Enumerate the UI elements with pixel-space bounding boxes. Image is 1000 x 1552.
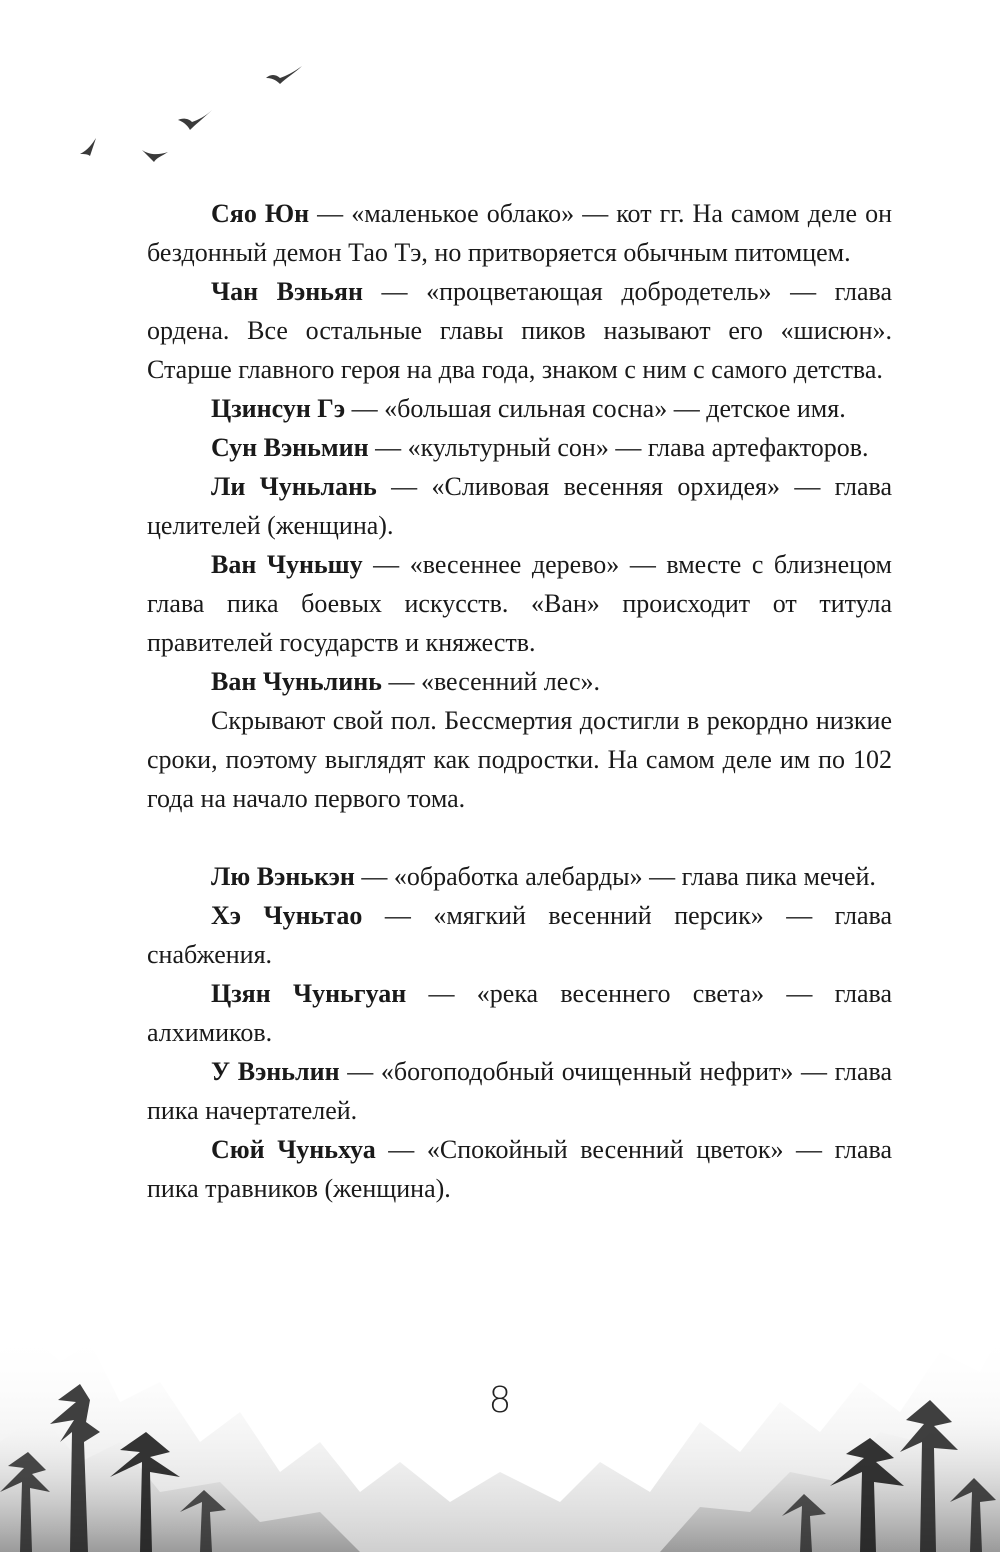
character-name: Ван Чуньлинь [211, 667, 382, 696]
character-description: — «Сливовая весенняя орхидея» — глава целителей (женщина). [147, 472, 892, 540]
character-description: Скрывают свой пол. Бессмертия достигли в рекордно низкие сроки, поэтому выглядят как подростки. На самом деле им по 102 года на начало первого тома. [147, 706, 892, 813]
character-description: — «маленькое облако» — кот гг. На самом деле он бездонный демон Тао Тэ, но притворяется обычным питомцем. [147, 199, 892, 267]
character-description: — «река весеннего света» — глава алхимиков. [147, 979, 892, 1047]
mountain-scenery-illustration [0, 1292, 1000, 1552]
character-entry [147, 1130, 892, 1208]
character-entry [147, 467, 892, 545]
bird-icon [80, 138, 96, 156]
character-name: У Вэньлин [211, 1057, 340, 1086]
character-name: Сюй Чуньхуа [211, 1135, 376, 1164]
character-description: — «большая сильная сосна» — детское имя. [345, 394, 846, 423]
bird-icon [142, 150, 168, 162]
character-description: — «культурный сон» — глава артефакторов. [368, 433, 869, 462]
character-name: Ван Чуньшу [211, 550, 363, 579]
flying-birds-illustration [70, 58, 320, 168]
page-number: 8 [488, 1380, 512, 1421]
character-entry [147, 896, 892, 974]
character-name: Сяо Юн [211, 199, 310, 228]
character-description: — «процветающая добродетель» — глава ордена. Все остальные главы пиков называют его «шисюн». Старше главного героя на два года, знаком с ним с самого детства. [147, 277, 892, 384]
character-description: — «весенний лес». [381, 667, 601, 696]
character-entry [147, 272, 892, 389]
character-entry [147, 857, 892, 896]
character-entry [147, 662, 892, 701]
character-description: — «Спокойный весенний цветок» — глава пика травников (женщина). [147, 1135, 892, 1203]
character-entry [147, 389, 892, 428]
character-list [147, 194, 892, 1208]
bird-icon [266, 66, 302, 84]
character-name: Хэ Чуньтао [211, 901, 363, 930]
character-name: Чан Вэньян [211, 277, 363, 306]
character-entry [147, 1052, 892, 1130]
character-description: — «богоподобный очищенный нефрит» — глава пика начертателей. [147, 1057, 892, 1125]
character-name: Сун Вэньмин [211, 433, 369, 462]
character-name: Ли Чуньлань [211, 472, 377, 501]
character-entry [147, 428, 892, 467]
character-entry [147, 545, 892, 662]
character-name: Цзян Чуньгуан [211, 979, 407, 1008]
character-name: Цзинсун Гэ [211, 394, 346, 423]
bird-icon [178, 110, 212, 130]
character-entry [147, 194, 892, 272]
character-description: — «весеннее дерево» — вместе с близнецом глава пика боевых искусств. «Ван» происходит от титула правителей государств и княжеств. [147, 550, 893, 657]
character-description: — «мягкий весенний персик» — глава снабжения. [147, 901, 893, 969]
character-entry [147, 701, 892, 818]
character-name: Лю Вэнькэн [211, 862, 355, 891]
character-description: — «обработка алебарды» — глава пика мечей. [354, 862, 876, 891]
character-entry [147, 974, 892, 1052]
